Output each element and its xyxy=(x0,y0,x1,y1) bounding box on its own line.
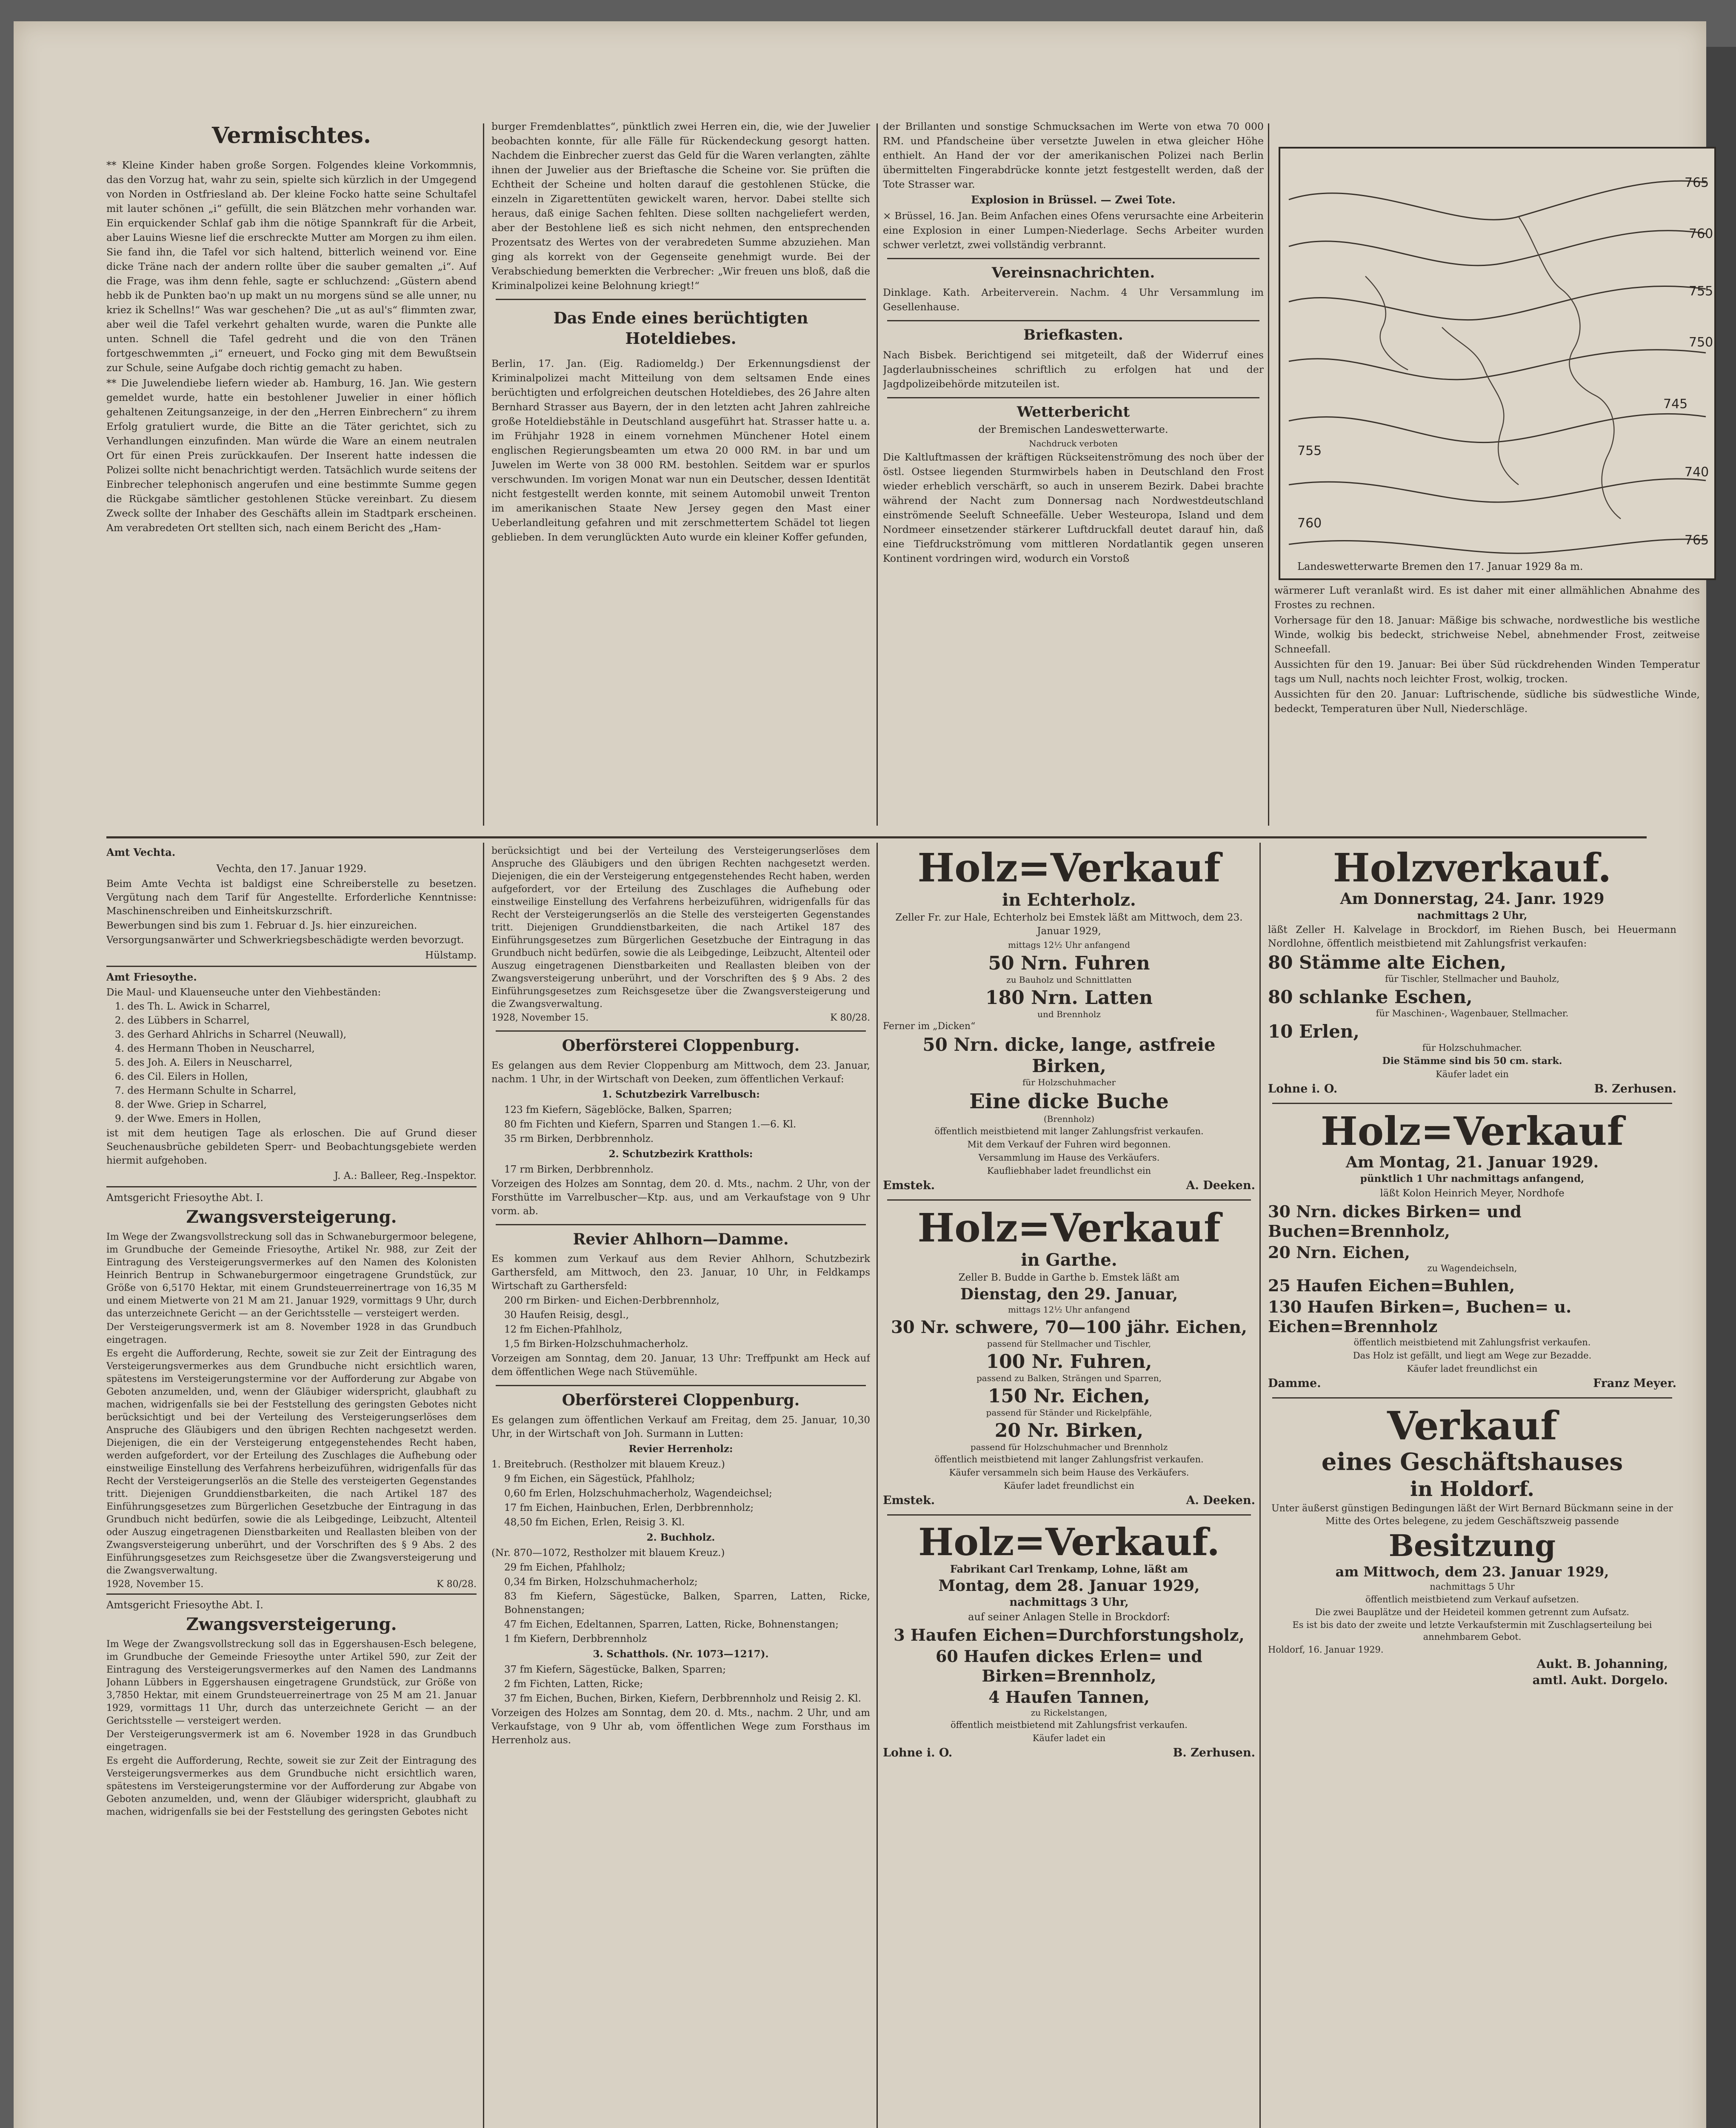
ad-text: öffentlich meistbietend mit Zahlungsfrist verkaufen. xyxy=(950,1720,1188,1730)
divider xyxy=(1272,1103,1672,1104)
divider xyxy=(496,1224,866,1225)
ad-lot-note: für Tischler, Stellmacher und Bauholz, xyxy=(1385,974,1559,984)
ad-lot-note: für Holzschuhmacher. xyxy=(1422,1043,1522,1053)
herd-list-item: 9. der Wwe. Emers in Hollen, xyxy=(115,1113,261,1124)
ad-signature-line xyxy=(883,1745,1255,1761)
ad-lot: 30 Nrn. dickes Birken= und Buchen=Brennholz, xyxy=(1268,1202,1522,1241)
date-text: 1928, November 15. xyxy=(106,1579,204,1590)
notice-text: Es ergeht die Aufforderung, Rechte, soweit sie zur Zeit der Eintragung des Versteigerungsvermerkes aus dem Grundbuche nicht ersichtlich waren, spätestens im Versteigerungstermine vor der Aufforderung zur Abgabe von Geboten anzumelden, und, wenn der Gläubiger widerspricht, glaubhaft zu machen, widrigenfalls sie bei der Feststellung des geringsten Gebotes nicht xyxy=(106,1756,477,1817)
lot-item: 17 fm Eichen, Hainbuchen, Erlen, Derbbrennholz; xyxy=(504,1502,754,1513)
ad-lot-note: zu Rickelstangen, xyxy=(1031,1708,1108,1718)
ad-signature: A. Deeken. xyxy=(1186,1179,1255,1192)
ad-signature: B. Zerhusen. xyxy=(1173,1746,1255,1759)
notice-head: Amt Vechta. xyxy=(106,846,176,858)
ad-text: Zeller B. Budde in Garthe b. Emstek läßt am xyxy=(958,1272,1180,1283)
ad-text: öffentlich meistbietend mit langer Zahlungsfrist verkaufen. xyxy=(934,1454,1204,1464)
news-column xyxy=(883,119,1264,834)
section-rule xyxy=(106,836,1647,838)
lot-item: 0,34 fm Birken, Holzschuhmacherholz; xyxy=(504,1576,698,1587)
lot-item: 12 fm Eichen-Pfahlholz, xyxy=(504,1324,622,1336)
ad-title: Holz=Verkauf xyxy=(917,845,1221,891)
column-rule xyxy=(483,123,484,826)
notice-text: Im Wege der Zwangsvollstreckung soll das in Schwaneburgermoor belegene, im Grundbuche der Gemeinde Friesoythe, Artikel Nr. 988, zur Zeit der Eintragung des Versteigerungsvermerkes auf den Namen des Kolonisten Heinrich Bentrup in Schwaneburgermoor eingetragene Grundstück, zur Größe von 6,5170 Hektar, mit einem Grundsteuerreinertrage von 16,35 M und einem Mietwerte von 21 M am 21. Januar 1929, vormittags 9 Uhr, durch das unterzeichnete Gericht — an der Gerichtsstelle — versteigert werden. xyxy=(106,1232,477,1319)
reference: K 80/28. xyxy=(437,1579,477,1590)
divider xyxy=(887,258,1259,259)
ad-text: Käufer ladet freundlichst ein xyxy=(1407,1364,1538,1374)
notice-title: Zwangsversteigerung. xyxy=(186,1207,397,1227)
section-title: Briefkasten. xyxy=(1023,326,1123,344)
ad-text: Fabrikant Carl Trenkamp, Lohne, läßt am xyxy=(950,1563,1188,1575)
ad-lot: 25 Haufen Eichen=Buhlen, xyxy=(1268,1276,1515,1295)
lot-item: 1 fm Kiefern, Derbbrennholz xyxy=(504,1633,647,1645)
ad-text: auf seiner Anlagen Stelle in Brockdorf: xyxy=(968,1611,1170,1623)
column-rule xyxy=(877,843,878,2128)
divider xyxy=(106,1593,477,1595)
ad-date: Dienstag, den 29. Januar, xyxy=(960,1285,1178,1303)
notice-title: Oberförsterei Cloppenburg. xyxy=(562,1391,800,1410)
notice-text: Versorgungsanwärter und Schwerkriegsbeschädigte werden bevorzugt. xyxy=(106,935,464,946)
ad-place: in Echterholz. xyxy=(1002,890,1136,910)
ad-location: Emstek. xyxy=(883,1494,935,1507)
ad-dateline: Holdorf, 16. Januar 1929. xyxy=(1268,1645,1384,1655)
ad-date: Montag, dem 28. Januar 1929, xyxy=(938,1577,1200,1595)
ad-lot: 10 Erlen, xyxy=(1268,1021,1360,1042)
isobar-label: 740 xyxy=(1685,465,1709,480)
ad-text: Versammlung im Hause des Verkäufers. xyxy=(978,1153,1160,1163)
ad-lot-note: für Holzschuhmacher xyxy=(1022,1077,1116,1087)
district-head: 2. Schutzbezirk Kratthols: xyxy=(608,1148,753,1160)
lot-item: 48,50 fm Eichen, Erlen, Reisig 3. Kl. xyxy=(504,1516,685,1528)
divider xyxy=(887,397,1259,398)
divider xyxy=(496,1030,866,1032)
weather-map-drawing xyxy=(1280,149,1714,578)
herd-list-item: 8. der Wwe. Griep in Scharrel, xyxy=(115,1099,267,1110)
ads-column-2 xyxy=(1268,845,1676,2128)
ad-title: Holz=Verkauf xyxy=(1320,1108,1624,1154)
ad-text: öffentlich meistbietend mit Zahlungsfrist verkaufen. xyxy=(1353,1337,1591,1347)
subtitle: der Bremischen Landeswetterwarte. xyxy=(978,423,1168,436)
herd-list-item: 5. des Joh. A. Eilers in Neuscharrel, xyxy=(115,1057,293,1068)
ad-text: Die zwei Bauplätze und der Heideteil kommen getrennt zum Aufsatz. xyxy=(1315,1607,1630,1617)
ad-signature: Aukt. B. Johanning, xyxy=(1536,1657,1668,1671)
notice-title: Revier Ahlhorn—Damme. xyxy=(573,1230,789,1248)
forecast-text: Aussichten für den 20. Januar: Luftrischende, südliche bis südwestliche Winde, bedeckt, Temperaturen über Null, Niederschläge. xyxy=(1274,688,1700,715)
ad-date: Am Donnerstag, 24. Janr. 1929 xyxy=(1340,890,1605,908)
ad-title: Holz=Verkauf. xyxy=(918,1520,1220,1564)
ad-date: Am Montag, 21. Januar 1929. xyxy=(1345,1153,1599,1171)
district-head: 1. Schutzbezirk Varrelbusch: xyxy=(602,1088,760,1100)
ad-signature-line xyxy=(1268,1376,1676,1391)
herd-list-item: 7. des Hermann Schulte in Scharrel, xyxy=(115,1085,297,1096)
ad-lot: 4 Haufen Tannen, xyxy=(988,1688,1150,1707)
district-head: 2. Buchholz. xyxy=(646,1531,715,1543)
lot-item: 123 fm Kiefern, Sägeblöcke, Balken, Sparren; xyxy=(504,1104,732,1115)
isobar-label: 745 xyxy=(1663,397,1688,412)
column-rule xyxy=(483,843,484,2128)
ad-lot: 30 Nr. schwere, 70—100 jähr. Eichen, xyxy=(891,1317,1247,1337)
district-head: Revier Herrenholz: xyxy=(628,1443,733,1455)
date-text: 1928, November 15. xyxy=(491,1013,589,1023)
column-rule xyxy=(877,123,878,826)
lot-item: (Nr. 870—1072, Restholzer mit blauem Kreuz.) xyxy=(491,1547,725,1559)
ad-lot: 100 Nr. Fuhren, xyxy=(986,1351,1152,1373)
ad-title: Holz=Verkauf xyxy=(917,1205,1221,1251)
notices-column xyxy=(106,845,477,2128)
reference: K 80/28. xyxy=(830,1013,870,1023)
court-name: Amtsgericht Friesoythe Abt. I. xyxy=(106,1599,263,1611)
coastline xyxy=(1365,217,1621,519)
isobar-label: 765 xyxy=(1685,533,1709,548)
ad-text: Käufer ladet ein xyxy=(1032,1733,1106,1743)
article-text: Nach Bisbek. Berichtigend sei mitgeteilt, daß der Widerruf eines Jagderlaubnisscheines schriftlich zu erfolgen hat und der Jagdpolizeibehörde mitzuteilen ist. xyxy=(883,349,1264,390)
divider xyxy=(496,299,866,300)
notice-text: Der Versteigerungsvermerk ist am 8. November 1928 in das Grundbuch eingetragen. xyxy=(106,1322,477,1345)
ad-lot: 20 Nr. Birken, xyxy=(994,1420,1144,1442)
ad-lot: 80 schlanke Eschen, xyxy=(1268,987,1473,1007)
notice-text: Vorzeigen des Holzes am Sonntag, dem 20. d. Mts., nachm. 2 Uhr, und am Verkaufstage, von 9 Uhr ab, vom öffentlichen Wege zum Forsthaus im Herrenholz aus. xyxy=(491,1707,870,1746)
ad-location: Emstek. xyxy=(883,1179,935,1192)
ad-lot: 150 Nr. Eichen, xyxy=(988,1385,1151,1407)
herd-list-item: 6. des Cil. Eilers in Hollen, xyxy=(115,1071,248,1082)
lot-item: 37 fm Kiefern, Sägestücke, Balken, Sparren; xyxy=(504,1664,726,1675)
lot-item: 35 rm Birken, Derbbrennholz. xyxy=(504,1133,654,1144)
ad-signature-line xyxy=(883,1178,1255,1193)
notice-text: Es gelangen aus dem Revier Cloppenburg am Mittwoch, dem 23. Januar, nachm. 1 Uhr, in der Wirtschaft von Deeken, zum öffentlichen Verkauf: xyxy=(491,1060,870,1085)
ad-lot: 50 Nrn. dicke, lange, astfreie Birken, xyxy=(922,1034,1216,1076)
ad-text: Ferner im „Dicken“ xyxy=(883,1021,976,1032)
signature: J. A.: Balleer, Reg.-Inspektor. xyxy=(334,1170,477,1181)
lot-item: 200 rm Birken- und Eichen-Derbbrennholz, xyxy=(504,1295,720,1307)
notice-text: Es kommen zum Verkauf aus dem Revier Ahlhorn, Schutzbezirk Garthersfeld, am Mittwoch, den 23. Januar, 10 Uhr, in Feldkamps Wirtschaft zu Garthersfeld: xyxy=(491,1253,870,1292)
notice-date: Vechta, den 17. Januar 1929. xyxy=(216,863,367,875)
ad-note: Die Stämme sind bis 50 cm. stark. xyxy=(1382,1055,1562,1067)
ad-lot: 130 Haufen Birken=, Buchen= u. Eichen=Brennholz xyxy=(1268,1297,1572,1336)
lot-item: 9 fm Eichen, ein Sägestück, Pfahlholz; xyxy=(504,1473,695,1484)
ad-lot-note: und Brennholz xyxy=(1037,1009,1101,1019)
notice-date xyxy=(106,1578,477,1591)
ad-text: Mit dem Verkauf der Fuhren wird begonnen. xyxy=(967,1139,1171,1150)
section-title: Vereinsnachrichten. xyxy=(991,264,1155,281)
lot-item: 83 fm Kiefern, Sägestücke, Balken, Sparren, Latten, Ricke, Bohnenstangen; xyxy=(504,1590,870,1616)
divider xyxy=(887,1199,1251,1201)
ad-location: Lohne i. O. xyxy=(883,1746,953,1759)
ad-text: Zeller Fr. zur Hale, Echterholz bei Emstek läßt am Mittwoch, dem 23. Januar 1929, xyxy=(895,912,1243,937)
notice-text: ist mit dem heutigen Tage als erloschen. Die auf Grund dieser Seuchenausbrüche gebildeten Sperr- und Beobachtungsgebiete werden hiermit aufgehoben. xyxy=(106,1128,477,1166)
ad-place: in Garthe. xyxy=(1021,1250,1117,1270)
ad-text: öffentlich meistbietend mit langer Zahlungsfrist verkaufen. xyxy=(934,1126,1204,1136)
weather-map xyxy=(1279,147,1716,580)
ad-time: mittags 12½ Uhr anfangend xyxy=(1008,1304,1130,1315)
notice-text: Die Maul- und Klauenseuche unter den Viehbeständen: xyxy=(106,987,381,998)
ad-lot: 180 Nrn. Latten xyxy=(985,987,1153,1009)
ads-column-1 xyxy=(883,845,1255,2128)
article-text: × Brüssel, 16. Jan. Beim Anfachen eines Ofens verursachte eine Arbeiterin eine Explosion in einer Lumpen-Niederlage. Sechs Arbeiter wurden schwer verletzt, zwei vollständig verbrannt. xyxy=(883,210,1264,251)
hotel-column xyxy=(491,119,870,834)
district-head: 3. Schatthols. (Nr. 1073—1217). xyxy=(593,1648,769,1660)
ad-text: Käufer ladet ein xyxy=(1436,1069,1509,1079)
ad-text: läßt Kolon Heinrich Meyer, Nordhofe xyxy=(1380,1188,1565,1199)
article-text: ** Die Juwelendiebe liefern wieder ab. Hamburg, 16. Jan. Wie gestern gemeldet wurde, hatte ein bestohlener Juwelier in einer höflich gehaltenen Zeitungsanzeige, in der den „Herren Einbrechern“ zu ihrem Erfolg gratuliert wurde, die Bitte an die Täter gerichtet, sich zu Verhandlungen einzufinden. Man würde die Ware an einem neutralen Ort für einen Preis zurückkaufen. Der Inserent hatte indessen die Polizei sollte nicht benachrichtigt werden. Tatsächlich wurde seitens der Einbrecher telephonisch angerufen und eine bestimmte Summe gegen die Rückgabe sämtlicher gestohlenen Stücke vereinbart. Zu diesem Zweck sollte der Inhaber des Geschäfts allein im Stadtpark erscheinen. Am verabredeten Ort stellten sich, nach einem Bericht des „Ham- xyxy=(106,377,477,534)
article-headline: Das Ende eines berüchtigten Hoteldiebes. xyxy=(553,309,808,348)
notice-title: Oberförsterei Cloppenburg. xyxy=(562,1037,800,1055)
isobar-label: 760 xyxy=(1689,226,1713,241)
ad-lot-note: zu Wagendeichseln, xyxy=(1427,1263,1517,1273)
forestry-column xyxy=(491,845,870,2128)
ad-text: öffentlich meistbietend zum Verkauf aufsetzen. xyxy=(1365,1594,1579,1605)
ad-time: nachmittags 3 Uhr, xyxy=(1009,1596,1129,1609)
district-head: 1. Breitebruch. (Restholzer mit blauem Kreuz.) xyxy=(491,1459,725,1470)
ad-item: Besitzung xyxy=(1388,1528,1556,1563)
divider xyxy=(106,966,477,967)
ad-signature: Franz Meyer. xyxy=(1593,1377,1676,1390)
ad-subtitle: eines Geschäftshauses xyxy=(1321,1448,1623,1476)
ad-time: pünktlich 1 Uhr nachmittags anfangend, xyxy=(1360,1173,1585,1184)
ad-time: mittags 12½ Uhr anfangend xyxy=(1008,940,1130,950)
ad-signature-line xyxy=(883,1493,1255,1508)
herd-list-item: 4. des Hermann Thoben in Neuscharrel, xyxy=(115,1043,315,1054)
ad-lot: 20 Nrn. Eichen, xyxy=(1268,1243,1410,1262)
ad-signature: amtl. Aukt. Dorgelo. xyxy=(1532,1673,1668,1687)
ad-place: in Holdorf. xyxy=(1410,1477,1534,1501)
article-text: wärmerer Luft veranlaßt wird. Es ist daher mit einer allmählichen Abnahme des Frostes zu rechnen. xyxy=(1274,584,1700,611)
herd-list xyxy=(106,1000,477,1126)
ad-lot: 60 Haufen dickes Erlen= und Birken=Brennholz, xyxy=(935,1647,1203,1685)
lot-item: 1,5 fm Birken-Holzschuhmacherholz. xyxy=(504,1339,688,1350)
ad-time: nachmittags 5 Uhr xyxy=(1430,1582,1515,1592)
notice-text: Vorzeigen am Sonntag, dem 20. Januar, 13 Uhr: Treffpunkt am Heck auf dem öffentlichen Wege nach Stüvemühle. xyxy=(491,1353,870,1378)
article-text: Dinklage. Kath. Arbeiterverein. Nachm. 4 Uhr Versammlung im Gesellenhause. xyxy=(883,286,1264,313)
divider xyxy=(106,1186,477,1187)
column-rule xyxy=(1259,843,1261,2128)
notice-text: Beim Amte Vechta ist baldigst eine Schreiberstelle zu besetzen. Vergütung nach dem Tarif für Angestellte. Erforderliche Kenntnisse: Maschinenschreiben und Einheitskurzschrift. xyxy=(106,878,477,917)
ad-lot-note: (Brennholz) xyxy=(1043,1114,1095,1124)
isobar-label: 765 xyxy=(1685,175,1709,190)
ad-lot-note: passend für Stellmacher und Tischler, xyxy=(987,1339,1151,1349)
ad-date: am Mittwoch, dem 23. Januar 1929, xyxy=(1335,1564,1609,1580)
article-text: Die Kaltluftmassen der kräftigen Rückseitenströmung des noch über der östl. Ostsee liegenden Sturmwirbels haben in Deutschland den Frost wieder erheblich verschärft, so auch in unserem Bezirk. Dabei brachte während der Nacht zum Donnersag nach Nordwestdeutschland einströmende Seeluft Schneefälle. Ueber Westeuropa, Island und dem Nordmeer einsetzender stärkerer Luftdruckfall deutet darauf hin, daß eine Tiefdruckströmung vom mittleren Nordatlantik gegen unseren Kontinent vordringen wird, wodurch ein Vorstoß xyxy=(883,451,1264,565)
article-text: burger Fremdenblattes“, pünktlich zwei Herren ein, die, wie der Juwelier beobachten konnte, für alle Fälle für Rückendeckung gesorgt hatten. Nachdem die Einbrecher zuerst das Geld für die Waren verlangten, zählte ihnen der Juwelier aus der Brieftasche die Scheine vor. Sie prüften die Echtheit der Scheine und holten darauf die gestohlenen Stücke, die einzeln in Zigarettentüten gewickelt waren, hervor. Dabei stellte sich heraus, daß einige Sachen fehlten. Diese sollten nachgeliefert werden, aber der Bestohlene ließ es sich nicht nehmen, den entsprechenden Prozentsatz des Wertes von der verabredeten Summe abzuziehen. Man ging als korrekt von der Gegenseite genehmigt wurde. Bei der Verabschiedung bemerkten die Verbrecher: „Wir freuen uns bloß, daß die Kriminalpolizei keine Belohnung kriegt!“ xyxy=(491,120,870,292)
ad-text: Käufer ladet freundlichst ein xyxy=(1004,1481,1134,1491)
herd-list-item: 3. des Gerhard Ahlrichs in Scharrel (Neuwall), xyxy=(115,1029,347,1040)
lot-item: 37 fm Eichen, Buchen, Birken, Kiefern, Derbbrennholz und Reisig 2. Kl. xyxy=(504,1693,861,1704)
article-text: Berlin, 17. Jan. (Eig. Radiomeldg.) Der Erkennungsdienst der Kriminalpolizei macht Mitteilung von dem seltsamen Ende eines berüchtigten und erfolgreichen deutschen Hoteldiebes, des 26 Jahre alten Bernhard Strasser aus Bayern, der in den letzten acht Jahren zahlreiche große Hoteldiebstähle in Deutschland ausgeführt hat. Strasser hatte u. a. im Frühjahr 1928 in einem vornehmen Münchener Hotel einem englischen Regierungsbeamten um etwa 20 000 RM. in bar und um Juwelen im Werte von 38 000 RM. bestohlen. Seitdem war er spurlos verschwunden. Im vorigen Monat war nun ein Deutscher, dessen Identität nicht festgestellt werden konnte, mit seinem Automobil unweit Trenton im amerikanischen Staate New Jersey gegen den Mast einer Ueberlandleitung gefahren und mit zerschmettertem Schädel tot liegen geblieben. In dem verunglückten Auto wurde ein kleiner Koffer gefunden, xyxy=(491,358,870,543)
ad-lot: Eine dicke Buche xyxy=(969,1090,1169,1113)
isobar-label: 750 xyxy=(1689,335,1713,350)
article-text: der Brillanten und sonstige Schmucksachen im Werte von etwa 70 000 RM. und Pfandscheine über versetzte Juwelen in etwa gleicher Höhe enthielt. An Hand der vor der amerikanischen Polizei nach Berlin übermittelten Fingerabdrücke konnte jetzt festgestellt werden, daß der Tote Strasser war. xyxy=(883,120,1264,190)
ad-lot-note: passend für Ständer und Rickelpfähle, xyxy=(986,1407,1152,1418)
ad-lot-note: zu Bauholz und Schnittlatten xyxy=(1006,975,1132,985)
lot-item: 2 fm Fichten, Latten, Ricke; xyxy=(504,1678,643,1690)
ad-signature: B. Zerhusen. xyxy=(1594,1082,1676,1095)
ad-lot-note: passend für Holzschuhmacher und Brennholz xyxy=(970,1442,1168,1452)
ad-location: Damme. xyxy=(1268,1377,1321,1390)
ad-signature: A. Deeken. xyxy=(1186,1494,1255,1507)
herd-list-item: 1. des Th. L. Awick in Scharrel, xyxy=(115,1001,271,1012)
ad-lot: 80 Stämme alte Eichen, xyxy=(1268,952,1507,973)
notice-text: Es gelangen zum öffentlichen Verkauf am Freitag, dem 25. Januar, 10,30 Uhr, in der Wirtschaft von Joh. Surmann in Lutten: xyxy=(491,1414,870,1439)
notice-text: berücksichtigt und bei der Verteilung des Versteigerungserlöses dem Anspruche des Gläubigers und den übrigen Rechten nachgesetzt werden. Diejenigen, die ein der Versteigerung entgegenstehendes Recht haben, werden aufgefordert, vor der Erteilung des Zuschlages die Aufhebung oder einstweilige Einstellung des Verfahrens herbeizuführen, widrigenfalls für das Recht der Versteigerungserlös an die Stelle des versteigerten Gegenstandes tritt. Diejenigen Grunddienstbarkeiten, die nach Artikel 187 des Einführungsgesetzes zum Bürgerlichen Gesetzbuche der Eintragung in das Grundbuch nicht bedürfen, sowie die als Leibgedinge, Leibzucht, Altenteil oder Auszug eingetragenen Dienstbarkeiten und Reallasten bleiben von der Zwangsversteigerung unberührt, und der Vorschriften des § 9 Abs. 2 des Einführungsgesetzes zum Reichsgesetze über die Zwangsversteigerung und die Zwangsverwaltung. xyxy=(491,846,870,1010)
ad-text: läßt Zeller H. Kalvelage in Brockdorf, im Riehen Busch, bei Heuermann Nordlohne, öffentlich meistbietend mit Zahlungsfrist verkaufen: xyxy=(1268,924,1676,949)
ad-location: Lohne i. O. xyxy=(1268,1082,1338,1095)
court-name: Amtsgericht Friesoythe Abt. I. xyxy=(106,1192,263,1204)
divider xyxy=(496,1385,866,1386)
map-caption: Landeswetterwarte Bremen den 17. Januar 1929 8a m. xyxy=(1297,561,1583,572)
lot-item: 80 fm Fichten und Kiefern, Sparren und Stangen 1.—6. Kl. xyxy=(504,1118,797,1130)
ad-time: nachmittags 2 Uhr, xyxy=(1417,909,1528,921)
ad-text: Es ist bis dato der zweite und letzte Verkaufstermin mit Zuschlagserteilung bei annehmbarem Gebot. xyxy=(1292,1620,1652,1642)
notice-text: Vorzeigen des Holzes am Sonntag, dem 20. d. Mts., nachm. 2 Uhr, von der Forsthütte im Varrelbuscher—Ktp. aus, und am Verkaufstage von 9 Uhr vorm. ab. xyxy=(491,1178,870,1217)
herd-list-item: 2. des Lübbers in Scharrel, xyxy=(115,1015,250,1026)
isobar-label: 755 xyxy=(1297,443,1322,458)
isobar-label: 760 xyxy=(1297,516,1322,531)
ad-title: Verkauf xyxy=(1387,1403,1557,1449)
divider xyxy=(887,320,1259,321)
isobar-label: 755 xyxy=(1689,284,1713,299)
ad-lot: 3 Haufen Eichen=Durchforstungsholz, xyxy=(894,1625,1245,1645)
notice-text: Es ergeht die Aufforderung, Rechte, soweit sie zur Zeit der Eintragung des Versteigerungsvermerkes aus dem Grundbuche nicht ersichtlich waren, spätestens im Versteigerungstermine vor der Aufforderung zur Abgabe von Geboten anzumelden, und, wenn der Gläubiger widerspricht, glaubhaft zu machen, widrigenfalls sie bei der Feststellung des geringsten Gebotes nicht berücksichtigt und bei der Verteilung des Versteigerungserlöses dem Anspruche des Gläubigers und den übrigen Rechten nachgesetzt werden. Diejenigen, die ein der Versteigerung entgegenstehendes Recht haben, werden aufgefordert, vor der Erteilung des Zuschlages die Aufhebung oder einstweilige Einstellung des Verfahrens herbeizuführen, widrigenfalls für das Recht der Versteigerungserlös an die Stelle des versteigerten Gegenstandes tritt. Diejenigen Grunddienstbarkeiten, die nach Artikel 187 des Einführungsgesetzes zum Bürgerlichen Gesetzbuche der Eintragung in das Grundbuch nicht bedürfen, sowie die als Leibgedinge, Leibzucht, Altenteil oder Auszug eingetragenen Dienstbarkeiten und Reallasten bleiben von der Zwangsversteigerung unberührt, und der Vorschriften des § 9 Abs. 2 des Einführungsgesetzes zum Reichsgesetze über die Zwangsversteigerung und die Zwangsverwaltung. xyxy=(106,1348,477,1576)
ad-text: Unter äußerst günstigen Bedingungen läßt der Wirt Bernard Bückmann seine in der Mitte des Ortes belegene, zu jedem Geschäftszweig passende xyxy=(1271,1503,1673,1527)
signature: Hülstamp. xyxy=(425,950,477,961)
copyright-note: Nachdruck verboten xyxy=(1029,438,1118,449)
weather-forecast xyxy=(1274,583,1700,834)
ad-lot-note: passend zu Balken, Strängen und Sparren, xyxy=(976,1373,1162,1383)
divider xyxy=(1272,1397,1672,1399)
ad-text: Kaufliebhaber ladet freundlichst ein xyxy=(987,1166,1151,1176)
ad-lot-note: für Maschinen-, Wagenbauer, Stellmacher. xyxy=(1376,1008,1569,1018)
ad-signature-line xyxy=(1268,1081,1676,1097)
ad-lot: 50 Nrn. Fuhren xyxy=(988,952,1150,974)
notice-text: Bewerbungen sind bis zum 1. Februar d. Js. hier einzureichen. xyxy=(106,920,417,931)
notice-date xyxy=(491,1012,870,1024)
column-rule xyxy=(1268,123,1269,826)
ad-text: Das Holz ist gefällt, und liegt am Wege zur Bezadde. xyxy=(1353,1350,1592,1361)
lot-item: 47 fm Eichen, Edeltannen, Sparren, Latten, Ricke, Bohnenstangen; xyxy=(504,1619,839,1630)
section-title: Vermischtes. xyxy=(211,123,371,149)
notice-text: Der Versteigerungsvermerk ist am 6. November 1928 in das Grundbuch eingetragen. xyxy=(106,1729,477,1753)
lot-item: 17 rm Birken, Derbbrennholz. xyxy=(504,1164,654,1175)
ad-text: Käufer versammeln sich beim Hause des Verkäufers. xyxy=(949,1467,1189,1478)
forecast-text: Aussichten für den 19. Januar: Bei über Süd rückdrehenden Winden Temperatur tags um Null, nachts noch leichter Frost, wolkig, trocken. xyxy=(1274,658,1700,685)
isobar-lines xyxy=(1289,181,1706,553)
article-text: ** Kleine Kinder haben große Sorgen. Folgendes kleine Vorkommnis, das den Vorzug hat, wahr zu sein, spielte sich kürzlich in der Umgegend von Norden in Ostfriesland ab. Der kleine Focko hatte seine Schultafel mit lauter schönen „i“ gefüllt, die sein Blätzchen mehr vorhanden war. Ein erquickender Schlaf gab ihm die nötige Spannkraft für die Arbeit, aber Lauins Wiesne lief die erschreckte Mutter am Morgen zu ihm eilen. Sie fand ihn, die Tafel vor sich haltend, bitterlich weinend vor. Eine dicke Träne nach der andern rollte über die sauber gemalten „i“. Auf die Frage, was ihm denn fehle, sagte er schluchzend: „Güstern abend hebb ik de Punkten bao'n up makt un nu morgens sünd se alle unner, nu kriez ik Schellns!“ Was war geschehen? Die „ut as aul's“ flimmten zwar, aber weil die Tafel verkehrt gehalten wurde, waren die Punkte alle unten. Schnell die Tafel gedreht und die von den Tränen fortgeschwemmten „i“ erneuert, und Focko ging mit dem Bewußtsein zur Schule, seine Aufgabe doch richtig gemacht zu haben. xyxy=(106,159,477,374)
notice-title: Zwangsversteigerung. xyxy=(186,1614,397,1634)
notice-text: Im Wege der Zwangsvollstreckung soll das in Eggershausen-Esch belegene, im Grundbuche der Gemeinde Friesoythe unter Artikel 590, zur Zeit der Eintragung des Versteigerungsvermerkes auf den Namen des Landmanns Johann Lübbers in Eggershausen eingetragene Grundstück, zur Größe von 3,7850 Hektar, mit einem Grundsteuerreinertrage von 25 M am 21. Januar 1929, vormittags 11 Uhr, durch das unterzeichnete Gericht — an der Gerichtsstelle — versteigert werden. xyxy=(106,1639,477,1726)
lot-item: 30 Haufen Reisig, desgl., xyxy=(504,1310,629,1321)
section-title: Wetterbericht xyxy=(1016,403,1130,420)
lot-item: 29 fm Eichen, Pfahlholz; xyxy=(504,1562,625,1573)
article-headline: Explosion in Brüssel. — Zwei Tote. xyxy=(971,194,1176,206)
ad-title: Holzverkauf. xyxy=(1333,845,1612,891)
forecast-text: Vorhersage für den 18. Januar: Mäßige bis schwache, nordwestliche bis westliche Winde, wolkig bis bedeckt, strichweise Nebel, abnehmender Frost, zeitweise Schneefall. xyxy=(1274,614,1700,655)
lot-item: 0,60 fm Erlen, Holzschuhmacherholz, Wagendeichsel; xyxy=(504,1487,772,1499)
notice-head: Amt Friesoythe. xyxy=(106,971,197,983)
divider xyxy=(887,1514,1251,1516)
vermischtes-column xyxy=(106,115,477,834)
